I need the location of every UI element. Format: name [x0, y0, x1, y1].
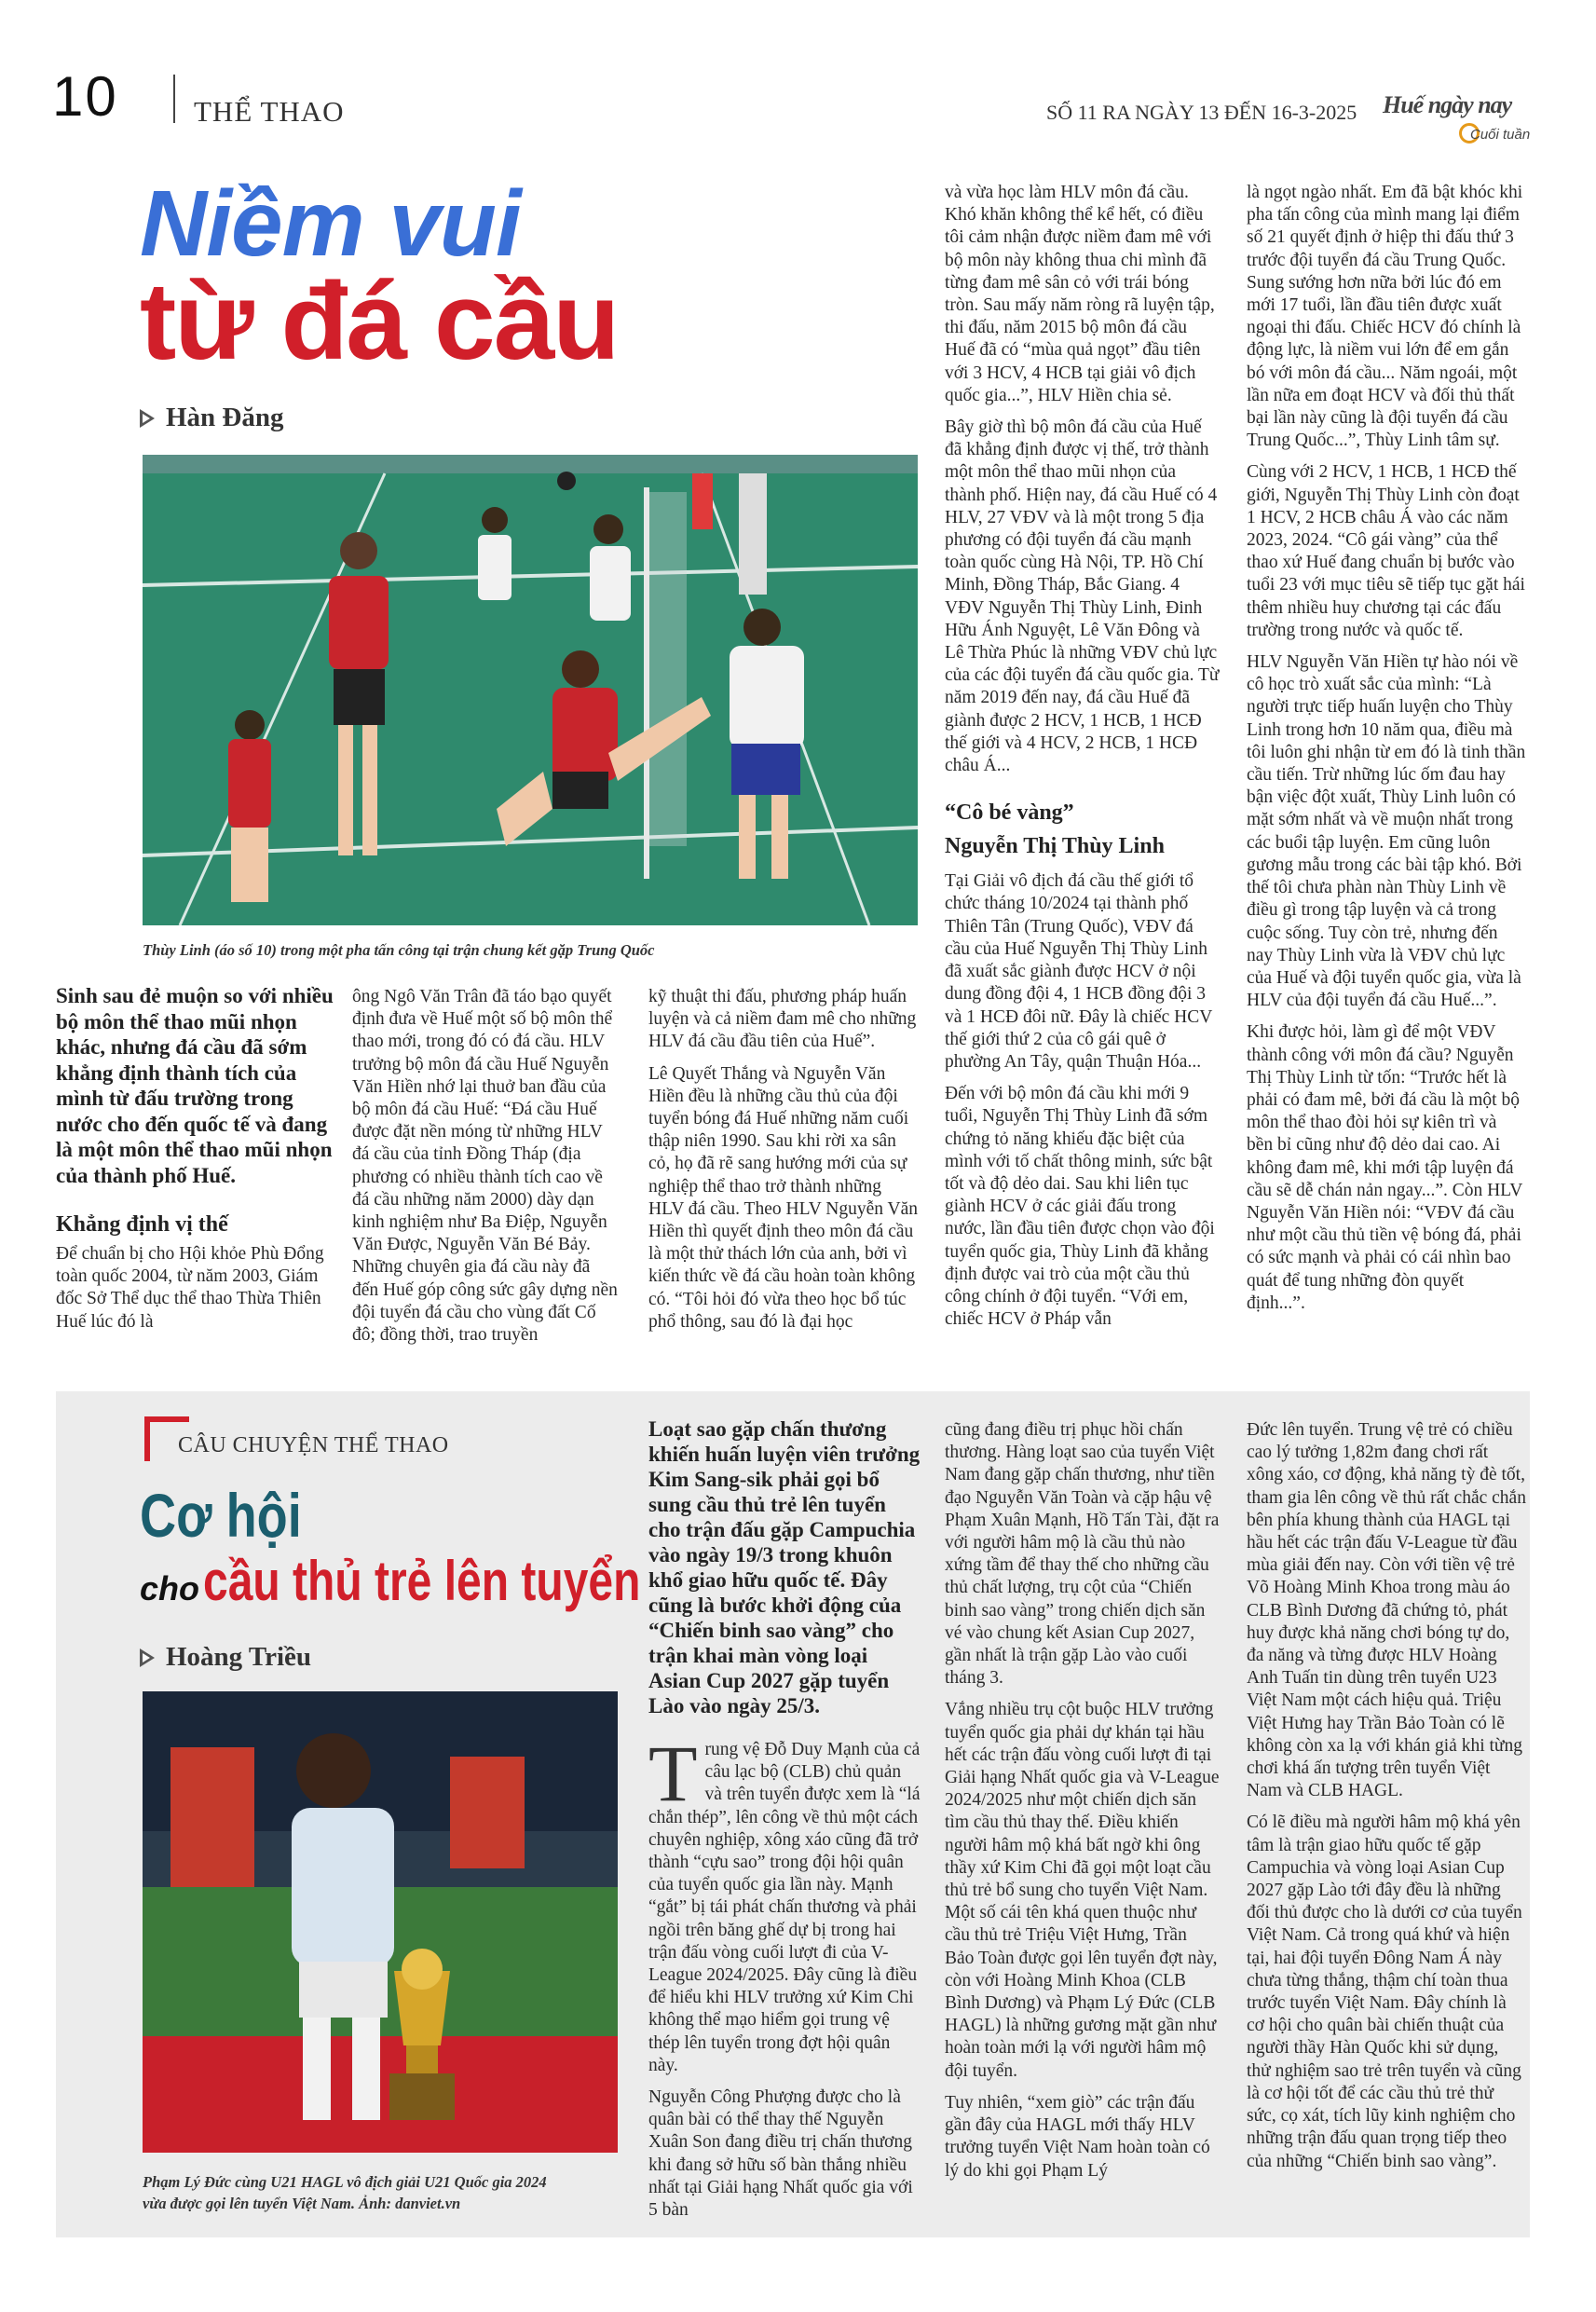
subhead-line-1: “Cô bé vàng” [945, 800, 1074, 826]
title-line-1: Niềm vui [140, 171, 521, 276]
caption-line-2: vừa được gọi lên tuyển Việt Nam. Ảnh: danviet.vn [143, 2195, 461, 2212]
col-5-paragraph-4: Khi được hỏi, làm gì để một VĐV thành công với môn đá cầu? Nguyễn Thị Thùy Linh từ tốn: “Trước hết là phải có đam mê, bởi đá cầu là một bộ môn thể thao đòi hỏi sự kiên trì và bền bỉ cũng như độ dẻo dai cao. Ai không đam mê, khi mới tập luyện đá cầu sẽ dễ chán nản ngay...”. Còn HLV Nguyễn Văn Hiền nói: “VĐV đá cầu như một cầu thủ tiền vệ bóng đá, phải có sức mạnh và phải có cái nhìn bao quát để tung những đòn quyết định...”. [1247, 1022, 1523, 1313]
logo-main: Huế ngày nay [1383, 91, 1512, 118]
publication-logo [1383, 91, 1569, 157]
col-5-paragraph-3: HLV Nguyễn Văn Hiền tự hào nói về cô học trò xuất sắc của mình: “Là người trực tiếp huấn luyện cho Thùy Linh trong hơn 10 năm qua, điều mà tôi luôn ghi nhận từ em đó là tinh thần cầu tiến. Trừ những lúc ốm đau hay bận việc đột xuất, Thùy Linh luôn có mặt sớm nhất và về muộn nhất trong các buổi tập luyện. Em cũng luôn gương mẫu trong các bài tập khó. Bởi thế tôi chưa phàn nàn Thùy Linh về điều gì trong tập luyện và cả trong cuộc sống. Tuy còn trẻ, nhưng đến nay Thùy Linh vừa là VĐV chủ lực của Huế và đội tuyển quốc gia, vừa là HLV của đội tuyển đá cầu Huế...”. [1247, 652, 1526, 1011]
col-3-paragraph-1 [648, 1729, 921, 2077]
article-2-kicker [144, 1416, 461, 1463]
kicker-text: CÂU CHUYỆN THỂ THAO [178, 1433, 449, 1457]
article-1-photo-caption: Thùy Linh (áo số 10) trong một pha tấn công tại trận chung kết gặp Trung Quốc [143, 941, 655, 959]
col-5-paragraph-2: Có lẽ điều mà người hâm mộ khá yên tâm là trận giao hữu quốc tế gặp Campuchia và vòng loại Asian Cup 2027 gặp Lào tới đây đều là những đối thủ được cho là dưới cơ của tuyển Việt Nam. Cả trong quá khứ và hiện tại, hai đội tuyển Đông Nam Á này chưa từng thắng, thậm chí toàn thua trước tuyển Việt Nam. Đây chính là cơ hội cho quân bài chiến thuật của người thầy Hàn Quốc khi sử dụng, thử nghiệm sao trẻ trên tuyển và cũng là cơ hội tốt để các cầu thủ trẻ thử sức, cọ xát, tích lũy kinh nghiệm cho những trận đấu quan trọng tiếp theo của những “Chiến binh sao vàng”. [1247, 1813, 1522, 2171]
trophy-player-illustration [143, 1691, 618, 2153]
issue-date: SỐ 11 RA NGÀY 13 ĐẾN 16-3-2025 [1046, 101, 1357, 124]
article-1-title [140, 171, 932, 383]
title-line-2: từ đá cầu [140, 260, 619, 383]
title-line-2: cầu thủ trẻ lên tuyển [203, 1550, 641, 1612]
subhead-line-2: Nguyễn Thị Thùy Linh [945, 834, 1165, 859]
article-2-lead: Loạt sao gặp chấn thương khiến huấn luyện viên trưởng Kim Sang-sik phải gọi bổ sung cầu thủ trẻ lên tuyển cho trận đấu gặp Campuchia vào ngày 19/3 trong khuôn khổ giao hữu quốc tế. Đây cũng là bước khởi động của “Chiến binh sao vàng” cho trận khai màn vòng loại Asian Cup 2027 gặp tuyển Lào vào ngày 25/3. [648, 1417, 921, 1717]
play-triangle-icon [140, 1648, 155, 1667]
page-number: 10 [52, 65, 118, 128]
article-1-col-2 [352, 986, 621, 1356]
article-2-photo-caption [143, 2171, 646, 2214]
caption-line-1: Phạm Lý Đức cùng U21 HAGL vô địch giải U21 Quốc gia 2024 [143, 2173, 547, 2191]
col-5-paragraph-1: là ngọt ngào nhất. Em đã bật khóc khi pha tấn công của mình mang lại điểm số 21 quyết định ở hiệp thi đấu thứ 3 trước đội tuyển đá cầu Trung Quốc. Sung sướng hơn nữa bởi lúc đó em mới 17 tuổi, lần đầu tiên được xuất ngoại thi đấu. Chiếc HCV đó chính là động lực, là niềm vui lớn để em gắn bó với môn đá cầu... Năm ngoái, một lần nữa em đoạt HCV và đối thủ thất bại lần này cũng là đội tuyển đá cầu Trung Quốc...”, Thùy Linh tâm sự. [1247, 183, 1523, 451]
page-header [0, 0, 1596, 143]
col-4-paragraph-3: Tuy nhiên, “xem giò” các trận đấu gần đây của HAGL mới thấy HLV trưởng tuyển Việt Nam hoàn toàn có lý do khi gọi Phạm Lý [945, 2092, 1210, 2181]
header-divider [173, 75, 175, 123]
title-line-1: Cơ hội [140, 1481, 302, 1550]
col-5-paragraph-1: Đức lên tuyển. Trung vệ trẻ có chiều cao lý tưởng 1,82m đang chơi rất xông xáo, cơ động, khả năng tỳ đè tốt, tham gia lên công về thủ rất chắc chắn bên phía khung thành của HAGL tại hầu hết các trận đấu V-League từ đầu mùa giải đến nay. Còn với tiền vệ trẻ Võ Hoàng Minh Khoa trong màu áo CLB Bình Dương đã chứng tỏ, phát huy được khả năng chơi bóng tự do, đa năng và từng được HLV Hoàng Anh Tuấn tin dùng trên tuyển U23 Việt Nam một cách hiệu quả. Triệu Việt Hưng hay Trần Bảo Toàn có lẽ không còn xa lạ với khán giả khi từng chơi khá ấn tượng trên tuyển Việt Nam và CLB HAGL. [1247, 1420, 1526, 1801]
article-1-col-3 [648, 986, 919, 1343]
col-3-paragraph-2: Nguyễn Công Phượng được cho là quân bài có thể thay thế Nguyễn Xuân Son đang điều trị chấn thương khi đang sở hữu số bàn thắng nhiều nhất tại Giải hạng Nhất quốc gia với 5 bàn [648, 2087, 913, 2221]
article-2-col-5 [1247, 1419, 1526, 2182]
col-2-paragraph: ông Ngô Văn Trân đã táo bạo quyết định đưa về Huế một số bộ môn thể thao mới, trong đó có đá cầu. HLV trưởng bộ môn đá cầu Huế Nguyễn Văn Hiền nhớ lại thuở ban đầu của bộ môn đá cầu Huế: “Đá cầu Huế được đặt nền móng từ những HLV đá cầu của tỉnh Đồng Tháp (địa phương có nhiều thành tích cao về đá cầu những năm 2000) dày dạn kinh nghiệm như Ba Điệp, Nguyễn Văn Được, Nguyễn Văn Bé Bảy. Những chuyên gia đá cầu này đã đến Huế góp công sức gây dựng nền đội tuyển đá cầu cho vùng đất Cố đô; đồng thời, trao truyền [352, 987, 618, 1346]
article-2-col-4 [945, 1419, 1221, 2192]
play-triangle-icon [140, 409, 155, 428]
article-1-photo [143, 455, 918, 925]
col-3-paragraph-1-text: rung vệ Đỗ Duy Mạnh của cả câu lạc bộ (CLB) chủ quản và trên tuyển được xem là “lá chắn thép”, lên công về thủ một cách chuyên nghiệp, xông xáo cũng đã trở thành “cựu sao” trong đội hội quân của tuyển quốc gia lần này. Mạnh “gắt” bị tái phát chấn thương và phải ngồi trên băng ghế dự bị trong hai trận đấu vòng cuối lượt đi của V-League 2024/2025. Đây cũng là điều để hiểu khi HLV trưởng xứ Kim Chi không thể mạo hiểm gọi trung vệ thép lên tuyển trong đợt hội quân này. [648, 1740, 921, 2075]
logo-sub: Cuối tuần [1470, 127, 1531, 143]
col-4-paragraph-2: Bây giờ thì bộ môn đá cầu của Huế đã khẳng định được vị thế, trở thành một môn thể thao mũi nhọn của thành phố. Hiện nay, đá cầu Huế có 4 HLV, 27 VĐV và là một trong 5 địa phương có đội tuyển đá cầu mạnh toàn quốc cùng Hà Nội, TP. Hồ Chí Minh, Đồng Tháp, Bắc Giang. 4 VĐV Nguyễn Thị Thùy Linh, Đinh Hữu Ánh Nguyệt, Lê Văn Đông và Lê Thừa Phúc là những VĐV chủ lực của các đội tuyển đá cầu quốc gia. Từ năm 2019 đến nay, đá cầu Huế đã giành được 2 HCV, 1 HCB, 1 HCĐ thế giới và 4 HCV, 2 HCB, 1 HCĐ châu Á... [945, 417, 1220, 776]
title-small: cho [140, 1569, 200, 1607]
section-name: THỂ THAO [194, 95, 345, 128]
col-4-paragraph-2: Vắng nhiều trụ cột buộc HLV trưởng tuyển quốc gia phải dự khán tại hầu hết các trận đấu vòng cuối lượt đi tại Giải hạng Nhất quốc gia và V-League 2024/2025 như một chiến dịch săn tìm cầu thủ thay thế. Điều khiến người hâm mộ khá bất ngờ khi ông thầy xứ Kim Chi đã gọi một loạt cầu thủ trẻ bổ sung cho tuyển Việt Nam. Một số cái tên khá quen thuộc như cầu thủ trẻ Triệu Việt Hưng, Trần Bảo Toàn được gọi lên tuyển đợt này, còn với Hoàng Minh Khoa (CLB Bình Dương) và Phạm Lý Đức (CLB HAGL) là những gương mặt gần như hoàn toàn mới lạ với người hâm mộ đội tuyển. [945, 1700, 1220, 2081]
dropcap: T [648, 1729, 698, 1818]
byline-author: Hoàng Triều [166, 1642, 312, 1672]
article-1-col-1 [56, 983, 335, 1334]
col-4-paragraph-1: và vừa học làm HLV môn đá cầu. Khó khăn không thể kể hết, có điều tôi cảm nhận được niềm đam mê với bộ môn này không thua chi mình đã từng đam mê sân cỏ với trái bóng tròn. Sau mấy năm ròng rã luyện tập, thi đấu, năm 2015 bộ môn đá cầu Huế đã có “mùa quả ngọt” đầu tiên với 3 HCV, 4 HCB tại giải vô địch quốc gia...”, HLV Hiền chia sẻ. [945, 183, 1215, 405]
col-1-body: Để chuẩn bị cho Hội khỏe Phù Đổng toàn quốc 2004, từ năm 2003, Giám đốc Sở Thể dục thể thao Thừa Thiên Huế lúc đó là [56, 1244, 324, 1332]
article-1-col-5 [1247, 182, 1526, 1324]
subhead-co-be-vang [945, 796, 1221, 863]
col-4-paragraph-4: Đến với bộ môn đá cầu khi mới 9 tuổi, Nguyễn Thị Thùy Linh đã sớm chứng tỏ năng khiếu đặc biệt của mình với tố chất thông minh, sức bật tốt và độ dẻo dai. Sau khi liên tục giành HCV ở các giải đấu trong nước, lần đầu tiên được chọn vào đội tuyển quốc gia, Thùy Linh đã khẳng định được vai trò của một cầu thủ công chính ở đội tuyển. “Với em, chiếc HCV ở Pháp vẫn [945, 1084, 1215, 1330]
article-2-title [140, 1482, 643, 1629]
article-1-col-4 [945, 182, 1221, 1340]
col-3-paragraph-1: kỹ thuật thi đấu, phương pháp huấn luyện và cả niềm đam mê cho những HLV đá cầu đầu tiên của Huế”. [648, 987, 917, 1052]
col-3-paragraph-2: Lê Quyết Thắng và Nguyễn Văn Hiền đều là những cầu thủ của đội tuyển bóng đá Huế những năm cuối thập niên 1990. Sau khi rời xa sân cỏ, họ đã rẽ sang hướng mới của sự nghiệp thể thao trở thành những HLV đá cầu. Theo HLV Nguyễn Văn Hiền thì quyết định theo môn đá cầu là một thử thách lớn của anh, bởi vì kiến thức về đá cầu hoàn toàn không có. “Tôi hỏi đó vừa theo học bổ túc phổ thông, sau đó là đại học [648, 1063, 919, 1332]
col-4-paragraph-1: cũng đang điều trị phục hồi chấn thương. Hàng loạt sao của tuyển Việt Nam đang gặp chấn thương, như tiền đạo Nguyễn Văn Toàn và cặp hậu vệ Phạm Xuân Mạnh, Hồ Tấn Tài, đặt ra với người hâm mộ là cầu thủ nào xứng tầm để thay thế cho những cầu thủ chất lượng, trụ cột của “Chiến binh sao vàng” trong chiến dịch săn vé vào chung kết Asian Cup 2027, gần nhất là trận gặp Lào vào cuối tháng 3. [945, 1420, 1220, 1689]
col-4-paragraph-3: Tại Giải vô địch đá cầu thế giới tổ chức tháng 10/2024 tại thành phố Thiên Tân (Trung Quốc), VĐV đá cầu của Huế Nguyễn Thị Thùy Linh đã xuất sắc giành được HCV ở nội dung đồng đội 4, 1 HCB đồng đội 3 và 1 HCĐ đôi nữ. Đây là chiếc HCV thế giới thứ 2 của cô gái quê ở phường An Tây, quận Thuận Hóa... [945, 871, 1212, 1072]
col-5-paragraph-2: Cùng với 2 HCV, 1 HCB, 1 HCĐ thế giới, Nguyễn Thị Thùy Linh còn đoạt 1 HCV, 2 HCB châu Á vào các năm 2023, 2024. “Cô gái vàng” của thể thao xứ Huế đang chuẩn bị bước vào tuổi 23 với mục tiêu sẽ tiếp tục gặt hái thêm nhiều huy chương tại các đấu trường trong nước và quốc tế. [1247, 462, 1525, 640]
subhead-khang-dinh: Khẳng định vị thế [56, 1212, 228, 1237]
shuttlecock-match-illustration [143, 455, 918, 925]
article-2-col-3-body [648, 1729, 921, 2222]
article-2-col-3 [648, 1416, 921, 2231]
article-2-byline [140, 1642, 311, 1673]
article-2-photo [143, 1691, 618, 2153]
article-1-byline [140, 403, 284, 433]
byline-author: Hàn Đăng [166, 403, 284, 432]
article-1-lead: Sinh sau đẻ muộn so với nhiều bộ môn thể thao mũi nhọn khác, nhưng đá cầu đã sớm khẳng định thành tích của mình từ đấu trường trong nước cho đến quốc tế và đang là một môn thể thao mũi nhọn của thành phố Huế. [56, 984, 334, 1187]
